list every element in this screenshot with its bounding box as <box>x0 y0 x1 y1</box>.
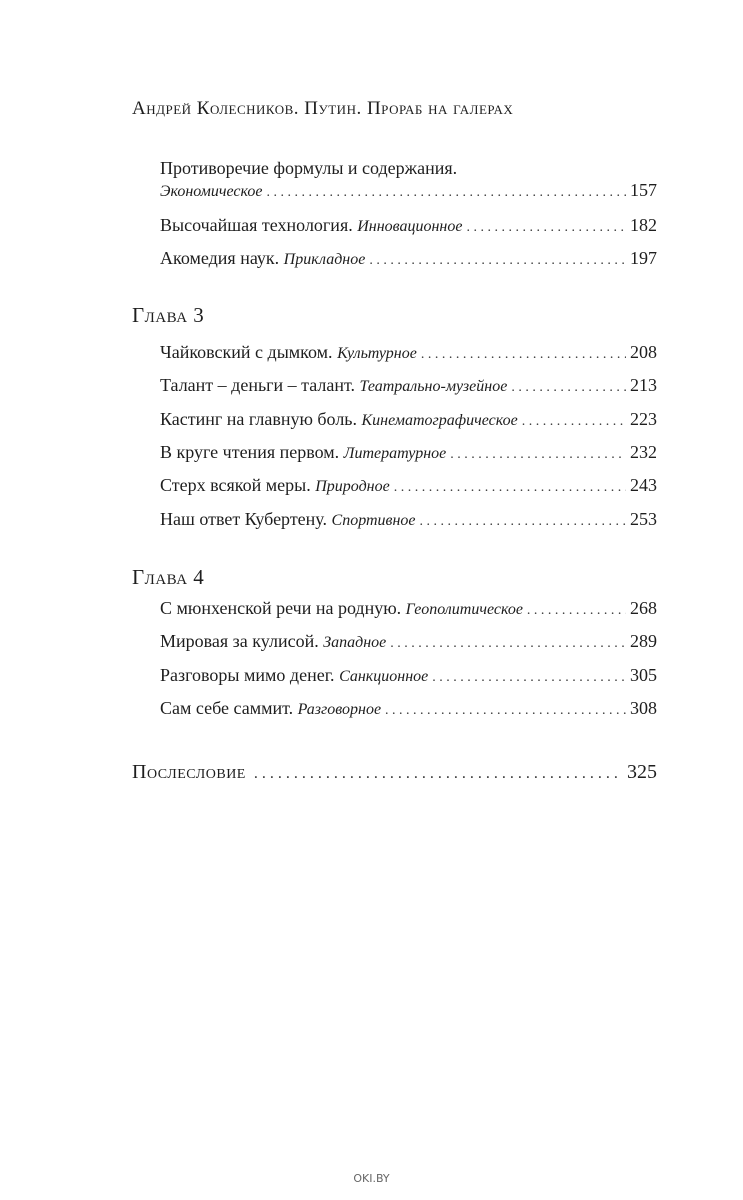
leader-dots <box>394 477 626 499</box>
toc-entry <box>160 247 657 272</box>
toc-page-number: 268 <box>630 598 657 618</box>
toc-entry-subtitle: Театрально-музейное <box>359 378 508 395</box>
toc-page-number: 232 <box>630 442 657 462</box>
toc-page-number: 305 <box>630 665 657 685</box>
toc-entry <box>160 664 657 689</box>
toc-entry-subtitle: Литературное <box>343 445 447 462</box>
toc-entry-subtitle: Инновационное <box>357 218 463 235</box>
toc-page-number: 325 <box>627 761 657 783</box>
toc-page-number: 197 <box>630 248 657 268</box>
toc-entry-subtitle: Экономическое <box>160 183 263 200</box>
leader-dots <box>511 377 626 399</box>
toc-page-number: 289 <box>630 631 657 651</box>
toc-entry-title: Противоречие формулы и содержания. <box>160 158 458 178</box>
leader-dots <box>390 633 626 655</box>
watermark: OKI.BY <box>353 1172 390 1185</box>
toc-entry-subtitle: Спортивное <box>331 512 416 529</box>
chapter-heading: Глава 4 <box>132 565 205 589</box>
toc-entry <box>160 408 657 433</box>
leader-dots <box>420 511 626 533</box>
leader-dots <box>522 411 626 433</box>
toc-entry-title: В круге чтения первом. <box>160 442 340 462</box>
leader-dots <box>450 444 626 466</box>
toc-entry <box>160 508 657 533</box>
toc-entry-title: Стерх всякой меры. <box>160 475 311 495</box>
toc-entry-title: Акомедия наук. <box>160 248 280 268</box>
toc-entry-subtitle: Прикладное <box>283 251 366 268</box>
toc-entry-subtitle: Кинематографическое <box>361 412 518 429</box>
leader-dots <box>527 600 626 622</box>
toc-entry <box>160 697 657 722</box>
toc-page-number: 182 <box>630 215 657 235</box>
toc-entry-title: Кастинг на главную боль. <box>160 409 358 429</box>
toc-page-number: 253 <box>630 509 657 529</box>
toc-entry-subtitle: Западное <box>323 634 387 651</box>
toc-entry-title: Высочайшая технология. <box>160 215 353 235</box>
toc-entry-subtitle: Санкционное <box>339 668 429 685</box>
toc-entry-title: Чайковский с дымком. <box>160 342 333 362</box>
toc-entry-title: Сам себе саммит. <box>160 698 294 718</box>
toc-page-number: 308 <box>630 698 657 718</box>
toc-entry <box>160 474 657 499</box>
toc-entry <box>160 374 657 399</box>
leader-dots <box>385 700 626 722</box>
toc-entry-title: Разговоры мимо денег. <box>160 665 335 685</box>
running-head: Андрей Колесников. Путин. Прораб на галерах <box>132 98 514 119</box>
toc-entry <box>160 630 657 655</box>
leader-dots <box>267 182 627 204</box>
leader-dots <box>466 217 626 239</box>
toc-entry <box>160 597 657 622</box>
chapter-heading: Глава 3 <box>132 303 205 327</box>
toc-entry-afterword <box>132 760 657 786</box>
toc-entry-title: Наш ответ Кубертену. <box>160 509 328 529</box>
toc-entry-subtitle: Природное <box>315 478 390 495</box>
toc-entry-title: Мировая за кулисой. <box>160 631 319 651</box>
leader-dots <box>432 667 626 689</box>
toc-page-number: 243 <box>630 475 657 495</box>
toc-entry-subtitle: Геополитическое <box>405 601 523 618</box>
toc-page-number: 223 <box>630 409 657 429</box>
toc-entry-title: Талант – деньги – талант. <box>160 375 356 395</box>
toc-page-number: 208 <box>630 342 657 362</box>
toc-page-number: 157 <box>630 180 657 200</box>
leader-dots <box>421 344 626 366</box>
leader-dots <box>369 250 626 272</box>
toc-entry <box>160 179 657 204</box>
toc-entry-subtitle: Культурное <box>337 345 417 362</box>
toc-entry <box>160 214 657 239</box>
toc-entry <box>160 341 657 366</box>
toc-entry-title: С мюнхенской речи на родную. <box>160 598 402 618</box>
toc-entry <box>160 441 657 466</box>
toc-page-number: 213 <box>630 375 657 395</box>
afterword-label: Послесловие <box>132 761 246 783</box>
leader-dots <box>254 762 619 786</box>
toc-entry-subtitle: Разговорное <box>297 701 382 718</box>
